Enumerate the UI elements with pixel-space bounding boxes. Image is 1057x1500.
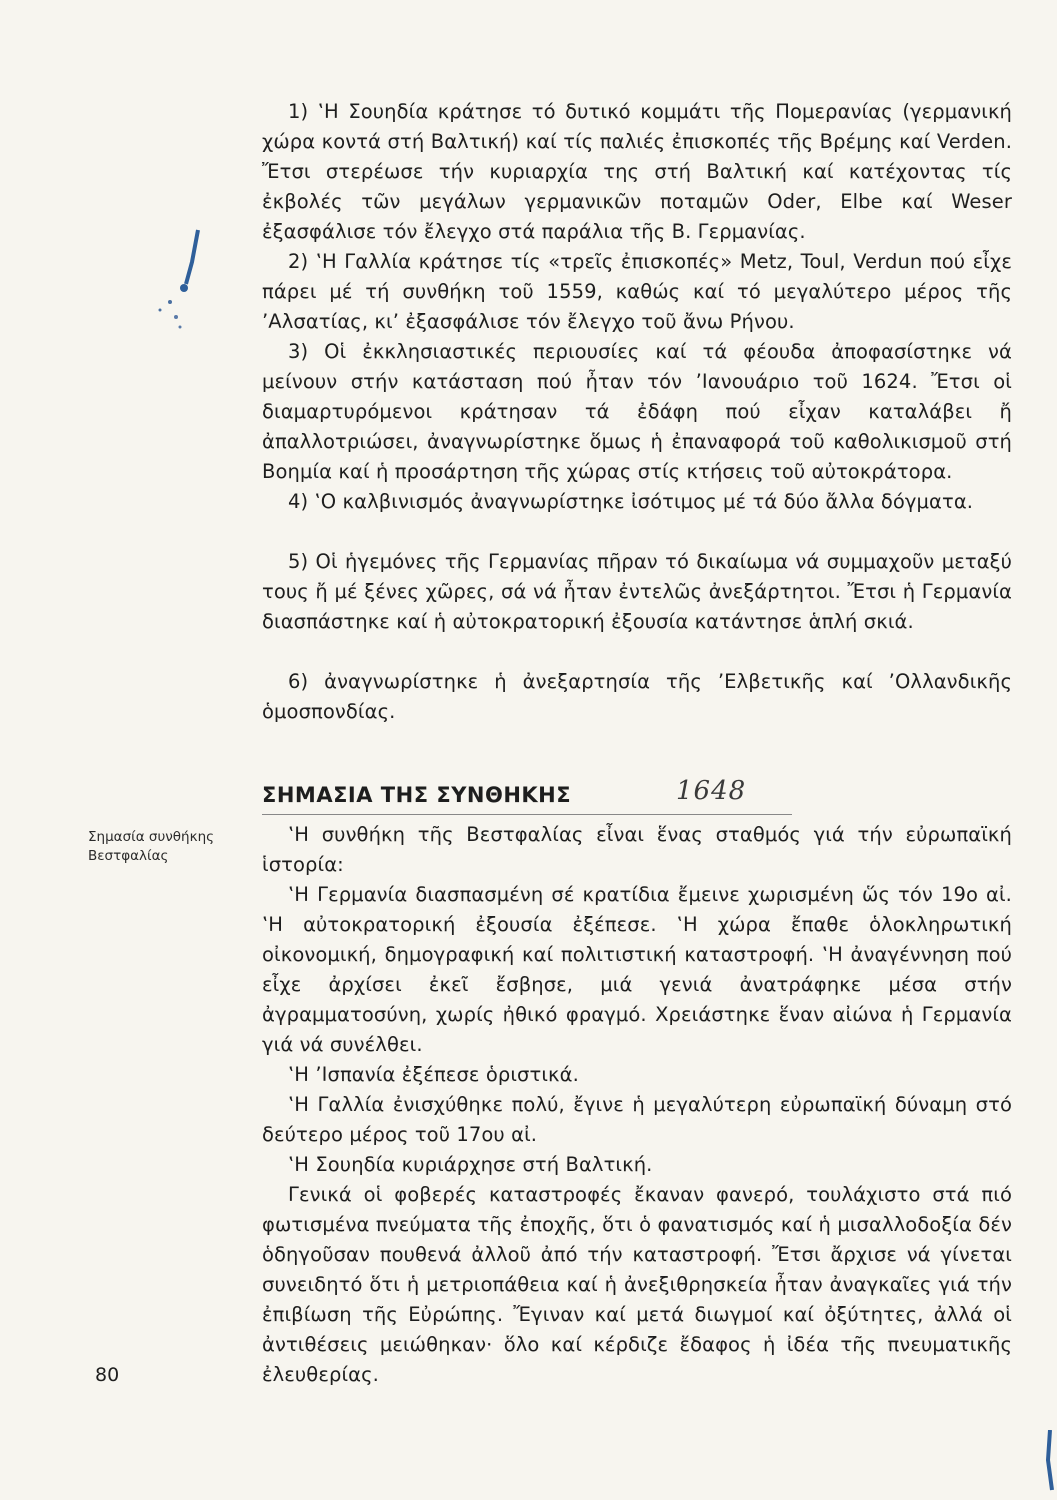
sweden-paragraph: ‛Η Σουηδία κυριάρχησε στή Βαλτική.	[288, 1153, 653, 1176]
handwritten-year-note: 1648	[676, 776, 747, 806]
conclusion-paragraph: Γενικά οἱ φοβερές καταστροφές ἔκαναν φανερό, τουλάχιστο στά πιό φωτισμένα πνεύματα τῆς ἐποχῆς, ὅτι ὁ φανατισμός καί ἡ μισαλλοδοξία δέν ὁδηγοῦσαν πουθενά ἀλλοῦ ἀπό τήν καταστροφή. Ἔτσι ἄρχισε νά γίνεται συνειδητό ὅτι ἡ μετριοπάθεια καί ἡ ἀνεξιθρησκεία ἦταν ἀναγκαῖες γιά τήν ἐπιβίωση τῆς Εὐρώπης. Ἔγιναν καί μετά διωγμοί καί ὀξύτητες, ἀλλά οἱ ἀντιθέσεις μειώθηκαν· ὅλο καί κέρδιζε ἔδαφος ἡ ἰδέα τῆς πνευματικῆς ἐλευθερίας.	[262, 1183, 1012, 1386]
significance-intro-paragraph: ‛Η συνθήκη τῆς Βεστφαλίας εἶναι ἕνας σταθμός γιά τήν εὐρωπαϊκή ἱστορία:	[262, 823, 1012, 876]
point-5-paragraph: 5) Οἱ ἡγεμόνες τῆς Γερμανίας πῆραν τό δικαίωμα νά συμμαχοῦν μεταξύ τους ἤ μέ ξένες χῶρες, σά νά ἦταν ἐντελῶς ἀνεξάρτητοι. Ἔτσι ἡ Γερμανία διασπάστηκε καί ἡ αὐτοκρατορική ἐξουσία κατάντησε ἁπλή σκιά.	[262, 550, 1012, 633]
point-3-paragraph: 3) Οἱ ἐκκλησιαστικές περιουσίες καί τά φέουδα ἀποφασίστηκε νά μείνουν στήν κατάσταση πού ἦταν τόν ’Ιανουάριο τοῦ 1624. Ἔτσι οἱ διαμαρτυρόμενοι κράτησαν τά ἐδάφη πού εἶχαν καταλάβει ἤ ἀπαλλοτριώσει, ἀναγνωρίστηκε ὅμως ἡ ἐπαναφορά τοῦ καθολικισμοῦ στή Βοημία καί ἡ προσάρτηση τῆς χώρας στίς κτήσεις τοῦ αὐτοκράτορα.	[262, 340, 1012, 483]
page-number: 80	[95, 1364, 120, 1386]
spain-paragraph: ‛Η ’Ισπανία ἐξέπεσε ὁριστικά.	[288, 1063, 579, 1086]
edge-ink-mark	[1040, 1430, 1057, 1500]
margin-note-line-1: Σημασία συνθήκης	[88, 829, 215, 845]
point-1-paragraph: 1) ‛Η Σουηδία κράτησε τό δυτικό κομμάτι τῆς Πομερανίας (γερμανική χώρα κοντά στή Βαλτική) καί τίς παλιές ἐπισκοπές τῆς Βρέμης καί Verden. Ἔτσι στερέωσε τήν κυριαρχία της στή Βαλτική καί κατέχοντας τίς ἐκβολές τῶν μεγάλων γερμανικῶν ποταμῶν Oder, Elbe καί Weser ἐξασφάλισε τόν ἔλεγχο στά παράλια τῆς Β. Γερμανίας.	[262, 100, 1012, 243]
point-4-paragraph: 4) ‛Ο καλβινισμός ἀναγνωρίστηκε ἰσότιμος μέ τά δύο ἄλλα δόγματα.	[288, 490, 974, 513]
heading-underline	[262, 814, 792, 815]
germany-paragraph: ‛Η Γερμανία διασπασμένη σέ κρατίδια ἔμεινε χωρισμένη ὥς τόν 19ο αἰ. ‛Η αὐτοκρατορική ἐξουσία ἐξέπεσε. ‛Η χώρα ἔπαθε ὁλοκληρωτική οἰκονομική, δημογραφική καί πολιτιστική καταστροφή. ‛Η ἀναγέννηση πού εἶχε ἀρχίσει ἐκεῖ ἔσβησε, μιά γενιά ἀνατράφηκε μέσα στήν ἀγραμματοσύνη, χωρίς ἠθικό φραγμό. Χρειάστηκε ἕναν αἰώνα ἡ Γερμανία γιά νά συνέλθει.	[262, 883, 1012, 1056]
point-6-paragraph: 6) ἀναγνωρίστηκε ἡ ἀνεξαρτησία τῆς ’Ελβετικῆς καί ’Ολλανδικῆς ὁμοσπονδίας.	[262, 670, 1012, 723]
france-paragraph: ‛Η Γαλλία ἐνισχύθηκε πολύ, ἔγινε ἡ μεγαλύτερη εὐρωπαϊκή δύναμη στό δεύτερο μέρος τοῦ 17ου αἰ.	[262, 1093, 1012, 1146]
point-2-paragraph: 2) ‛Η Γαλλία κράτησε τίς «τρεῖς ἐπισκοπές» Metz, Toul, Verdun πού εἶχε πάρει μέ τή συνθήκη τοῦ 1559, καθώς καί τό μεγαλύτερο μέρος τῆς ’Αλσατίας, κι’ ἐξασφάλισε τόν ἔλεγχο τοῦ ἄνω Ρήνου.	[262, 250, 1012, 333]
margin-note	[88, 828, 258, 866]
margin-note-line-2: Βεστφαλίας	[88, 848, 169, 864]
section-heading: ΣΗΜΑΣΙΑ ΤΗΣ ΣΥΝΘΗΚΗΣ	[262, 783, 572, 807]
ink-smudge-mark	[140, 222, 210, 342]
